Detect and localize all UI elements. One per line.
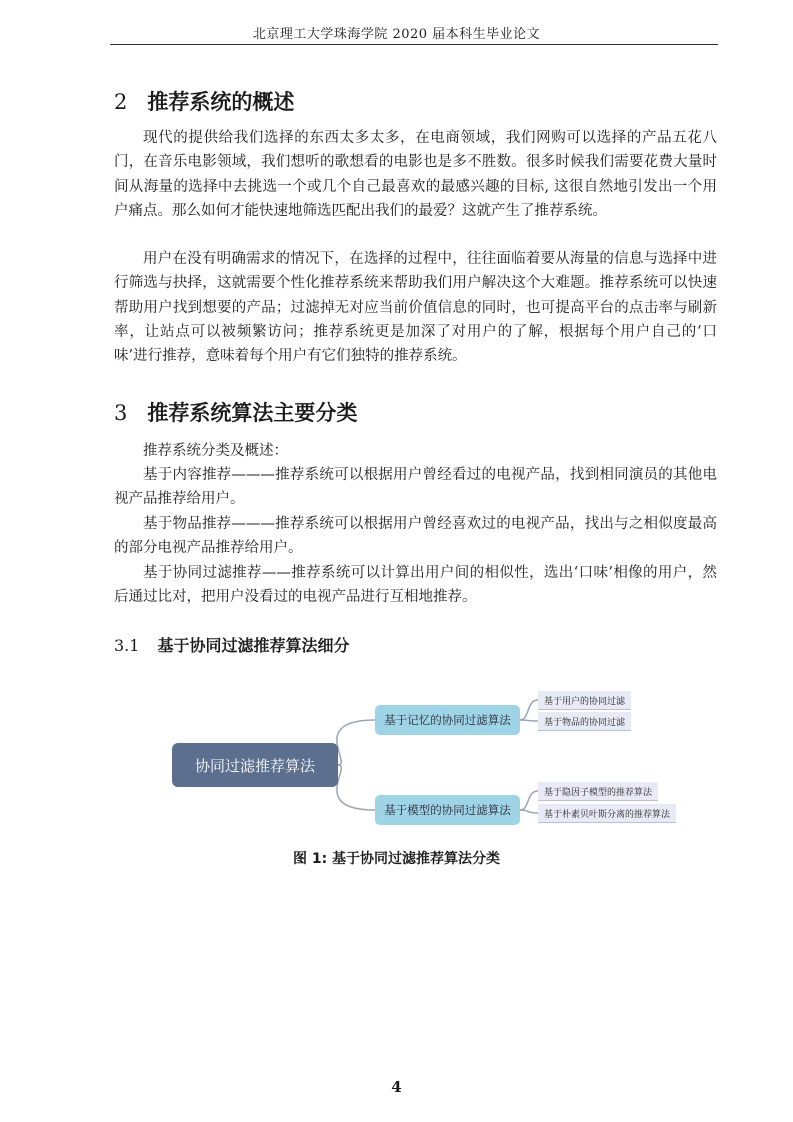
mindmap-leaf-node: 基于用户的协同过滤 xyxy=(538,691,631,710)
connector-root-branch1 xyxy=(337,720,375,765)
figure-caption: 图 1: 基于协同过滤推荐算法分类 xyxy=(292,851,501,867)
connector-branch1-leaf1 xyxy=(520,700,538,720)
paragraph: 基于协同过滤推荐——推荐系统可以计算出用户间的相似性，选出‘口味’相像的用户，然后通过比对，把用户没看过的电视产品进行互相地推荐。 xyxy=(114,565,717,606)
mindmap-root-node: 协同过滤推荐算法 xyxy=(172,743,338,787)
section-3-1-heading xyxy=(114,633,349,656)
page-number: 4 xyxy=(391,1078,402,1096)
paragraph: 用户在没有明确需求的情况下，在选择的过程中，往往面临着要从海量的信息与选择中进行筛选与抉择，这就需要个性化推荐系统来帮助我们用户解决这个大难题。推荐系统可以快速帮助用户找到想要的产品；过滤掉无对应当前价值信息的同时，也可提高平台的点击率与刷新率，让站点可以被频繁访问；推荐系统更是加深了对用户的了解，根据每个用户自己的‘口味’进行推荐，意味着每个用户有它们独特的推荐系统。 xyxy=(114,251,717,365)
subsection-number: 3.1 xyxy=(114,636,140,655)
connector-branch1-leaf2 xyxy=(520,720,538,721)
mindmap-branch-node: 基于模型的协同过滤算法 xyxy=(375,795,520,825)
paragraph: 推荐系统分类及概述： xyxy=(143,443,288,459)
mindmap-leaf-node: 基于隐因子模型的推荐算法 xyxy=(538,782,658,801)
section-3-heading xyxy=(114,397,357,427)
section-number: 3 xyxy=(114,401,128,425)
mindmap-figure xyxy=(168,685,678,830)
paragraph: 基于物品推荐———推荐系统可以根据用户曾经喜欢过的电视产品，找出与之相似度最高的部分电视产品推荐给用户。 xyxy=(114,516,717,557)
mindmap-leaf-node: 基于物品的协同过滤 xyxy=(538,712,631,731)
section-2-heading xyxy=(114,86,294,116)
connector-root-branch2 xyxy=(337,765,375,810)
paragraph: 基于内容推荐———推荐系统可以根据用户曾经看过的电视产品，找到相同演员的其他电视产品推荐给用户。 xyxy=(114,467,717,508)
section-title: 推荐系统的概述 xyxy=(147,90,295,114)
paragraph: 现代的提供给我们选择的东西太多太多，在电商领域，我们网购可以选择的产品五花八门，在音乐电影领域，我们想听的歌想看的电影也是多不胜数。很多时候我们需要花费大量时间从海量的选择中去挑选一个或几个自己最喜欢的最感兴趣的目标, 这很自然地引发出一个用户痛点。那么如何才能快速地筛选匹配出我们的最爱？这就产生了推荐系统。 xyxy=(114,130,717,219)
connector-branch2-leaf1 xyxy=(520,791,538,810)
page-header: 北京理工大学珠海学院 2020 届本科生毕业论文 xyxy=(252,27,541,42)
section-number: 2 xyxy=(114,90,128,114)
section-title: 推荐系统算法主要分类 xyxy=(147,401,358,425)
subsection-title: 基于协同过滤推荐算法细分 xyxy=(157,636,350,655)
connector-branch2-leaf2 xyxy=(520,810,538,813)
header-rule xyxy=(110,44,718,45)
mindmap-branch-node: 基于记忆的协同过滤算法 xyxy=(375,705,520,735)
mindmap-leaf-node: 基于朴素贝叶斯分离的推荐算法 xyxy=(538,804,676,823)
